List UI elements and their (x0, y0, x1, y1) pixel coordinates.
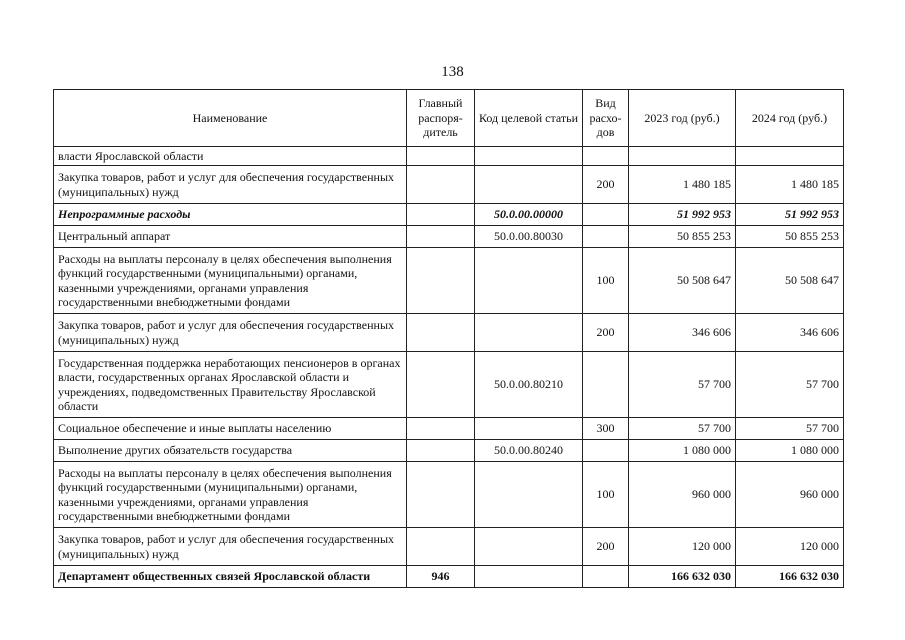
row-amount-2024 (736, 147, 844, 166)
table-row (54, 528, 844, 566)
row-name: Закупка товаров, работ и услуг для обеспечения государственных (муниципальных) нужд (54, 314, 407, 352)
row-name: власти Ярославской области (54, 147, 407, 166)
row-target-code (475, 462, 583, 528)
row-amount-2023: 346 606 (629, 314, 736, 352)
row-name: Государственная поддержка неработающих пенсионеров в органах власти, государственных органах Ярославской области и учреждениях, подведомственных Правительству Ярославской области (54, 352, 407, 418)
row-amount-2023: 120 000 (629, 528, 736, 566)
row-amount-2024: 57 700 (736, 352, 844, 418)
row-amount-2023: 50 508 647 (629, 248, 736, 314)
row-name: Центральный аппарат (54, 226, 407, 248)
row-amount-2024: 120 000 (736, 528, 844, 566)
table-row (54, 418, 844, 440)
row-name: Департамент общественных связей Ярославской области (54, 566, 407, 588)
row-target-code: 50.0.00.00000 (475, 204, 583, 226)
table-row (54, 462, 844, 528)
row-amount-2024: 50 855 253 (736, 226, 844, 248)
row-chief-manager (407, 226, 475, 248)
row-name: Закупка товаров, работ и услуг для обеспечения государственных (муниципальных) нужд (54, 166, 407, 204)
table-row (54, 248, 844, 314)
table-row (54, 440, 844, 462)
row-expense-type: 100 (583, 462, 629, 528)
row-chief-manager (407, 204, 475, 226)
row-expense-type: 100 (583, 248, 629, 314)
table-row (54, 314, 844, 352)
row-chief-manager (407, 166, 475, 204)
row-name: Выполнение других обязательств государства (54, 440, 407, 462)
row-name: Расходы на выплаты персоналу в целях обеспечения выполнения функций государственными (муниципальными) органами, казенными учреждениями, органами управления государственными внебюджетными фондами (54, 462, 407, 528)
row-target-code: 50.0.00.80030 (475, 226, 583, 248)
row-amount-2024: 1 480 185 (736, 166, 844, 204)
row-amount-2024: 960 000 (736, 462, 844, 528)
row-chief-manager (407, 440, 475, 462)
row-chief-manager (407, 314, 475, 352)
row-amount-2024: 346 606 (736, 314, 844, 352)
row-chief-manager (407, 352, 475, 418)
header-target-code: Код целевой статьи (475, 90, 583, 147)
row-amount-2023: 1 080 000 (629, 440, 736, 462)
row-chief-manager (407, 418, 475, 440)
row-expense-type (583, 226, 629, 248)
row-expense-type: 300 (583, 418, 629, 440)
row-expense-type (583, 566, 629, 588)
budget-table (53, 89, 844, 588)
row-amount-2023: 960 000 (629, 462, 736, 528)
row-target-code (475, 566, 583, 588)
row-target-code (475, 147, 583, 166)
row-target-code (475, 528, 583, 566)
row-chief-manager: 946 (407, 566, 475, 588)
row-target-code (475, 248, 583, 314)
row-amount-2023: 50 855 253 (629, 226, 736, 248)
row-amount-2024: 57 700 (736, 418, 844, 440)
table-row (54, 566, 844, 588)
row-amount-2023: 57 700 (629, 352, 736, 418)
row-expense-type (583, 204, 629, 226)
table-row (54, 166, 844, 204)
row-name: Расходы на выплаты персоналу в целях обеспечения выполнения функций государственными (муниципальными) органами, казенными учреждениями, органами управления государственными внебюджетными фондами (54, 248, 407, 314)
row-expense-type (583, 440, 629, 462)
row-chief-manager (407, 248, 475, 314)
row-amount-2023 (629, 147, 736, 166)
header-year-2024: 2024 год (руб.) (736, 90, 844, 147)
row-target-code: 50.0.00.80210 (475, 352, 583, 418)
table-row (54, 352, 844, 418)
row-target-code: 50.0.00.80240 (475, 440, 583, 462)
row-expense-type: 200 (583, 528, 629, 566)
header-year-2023: 2023 год (руб.) (629, 90, 736, 147)
row-expense-type: 200 (583, 314, 629, 352)
row-amount-2023: 1 480 185 (629, 166, 736, 204)
table-row (54, 204, 844, 226)
header-chief-manager: Главный распоря-дитель (407, 90, 475, 147)
header-expense-type: Вид расхо-дов (583, 90, 629, 147)
row-target-code (475, 418, 583, 440)
row-amount-2024: 1 080 000 (736, 440, 844, 462)
row-amount-2024: 166 632 030 (736, 566, 844, 588)
row-amount-2024: 50 508 647 (736, 248, 844, 314)
row-amount-2023: 166 632 030 (629, 566, 736, 588)
table-row (54, 147, 844, 166)
row-chief-manager (407, 147, 475, 166)
table-row (54, 226, 844, 248)
row-name: Закупка товаров, работ и услуг для обеспечения государственных (муниципальных) нужд (54, 528, 407, 566)
table-header-row (54, 90, 844, 147)
row-name: Непрограммные расходы (54, 204, 407, 226)
row-name: Социальное обеспечение и иные выплаты населению (54, 418, 407, 440)
row-expense-type (583, 352, 629, 418)
row-amount-2023: 57 700 (629, 418, 736, 440)
page-number: 138 (441, 64, 464, 80)
row-expense-type (583, 147, 629, 166)
row-target-code (475, 314, 583, 352)
row-amount-2024: 51 992 953 (736, 204, 844, 226)
header-name: Наименование (54, 90, 407, 147)
row-expense-type: 200 (583, 166, 629, 204)
row-amount-2023: 51 992 953 (629, 204, 736, 226)
row-chief-manager (407, 462, 475, 528)
row-target-code (475, 166, 583, 204)
row-chief-manager (407, 528, 475, 566)
